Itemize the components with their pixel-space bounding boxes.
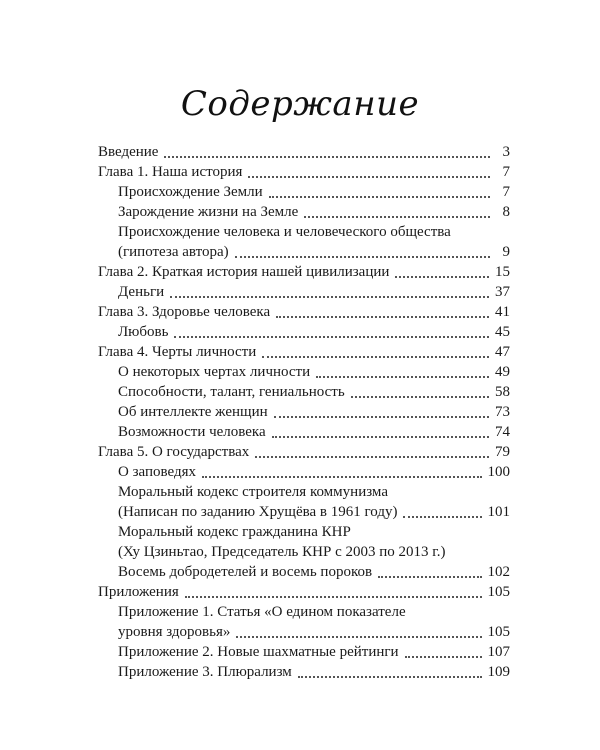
dot-leader bbox=[351, 396, 489, 398]
toc-entry-page: 107 bbox=[487, 644, 510, 660]
toc-entry bbox=[98, 322, 510, 342]
toc-entry-label: О заповедях bbox=[118, 464, 196, 480]
toc-entry-label: Деньги bbox=[118, 284, 165, 300]
toc-entry-label: Глава 3. Здоровье человека bbox=[98, 304, 271, 320]
toc-entry-page: 41 bbox=[495, 304, 510, 320]
toc-entry-page: 101 bbox=[487, 504, 510, 520]
toc-entry-page: 49 bbox=[495, 364, 510, 380]
toc-entry-label: Глава 4. Черты личности bbox=[98, 344, 257, 360]
dot-leader bbox=[276, 316, 489, 318]
toc-entry-page: 15 bbox=[495, 264, 510, 280]
toc-entry bbox=[98, 582, 510, 602]
toc-entry bbox=[98, 522, 510, 582]
toc-entry bbox=[98, 362, 510, 382]
dot-leader bbox=[235, 256, 490, 258]
page-title: Содержание bbox=[180, 84, 420, 124]
toc-entry-page: 102 bbox=[487, 564, 510, 580]
dot-leader bbox=[298, 676, 482, 678]
toc-entry-label: О некоторых чертах личности bbox=[118, 364, 311, 380]
toc-entry-page: 7 bbox=[502, 164, 510, 180]
dot-leader bbox=[378, 576, 481, 578]
dot-leader bbox=[248, 176, 490, 178]
toc-entry-page: 47 bbox=[495, 344, 510, 360]
toc-entry-line: Происхождение человека и человеческого общества bbox=[118, 224, 451, 240]
dot-leader bbox=[316, 376, 489, 378]
dot-leader bbox=[164, 156, 490, 158]
toc-entry-page: 9 bbox=[502, 244, 510, 260]
toc-entry bbox=[98, 282, 510, 302]
dot-leader bbox=[304, 216, 490, 218]
toc-entry-label: Приложение 2. Новые шахматные рейтинги bbox=[118, 644, 399, 660]
toc-entry-label: Возможности человека bbox=[118, 424, 266, 440]
toc-entry bbox=[98, 302, 510, 322]
toc-entry-label: Приложение 3. Плюрализм bbox=[118, 664, 292, 680]
toc-entry bbox=[98, 342, 510, 362]
toc-entry-page: 58 bbox=[495, 384, 510, 400]
toc-entry bbox=[98, 642, 510, 662]
toc-entry-page: 37 bbox=[495, 284, 510, 300]
toc-entry-label: Глава 5. О государствах bbox=[98, 444, 250, 460]
toc-entry-label: (Написан по заданию Хрущёва в 1961 году) bbox=[118, 504, 398, 520]
toc-entry bbox=[98, 482, 510, 522]
toc-entry-page: 105 bbox=[487, 624, 510, 640]
toc-entry-label: Глава 2. Краткая история нашей цивилизации bbox=[98, 264, 390, 280]
toc-entry-page: 3 bbox=[502, 144, 510, 160]
toc-entry-label: Глава 1. Наша история bbox=[98, 164, 243, 180]
toc-entry-page: 100 bbox=[487, 464, 510, 480]
toc-entry-label: Любовь bbox=[118, 324, 169, 340]
toc-entry-page: 105 bbox=[487, 584, 510, 600]
dot-leader bbox=[272, 436, 489, 438]
toc-entry-label: (гипотеза автора) bbox=[118, 244, 229, 260]
toc-entry-label: Зарождение жизни на Земле bbox=[118, 204, 299, 220]
dot-leader bbox=[405, 656, 482, 658]
toc-entry-label: Введение bbox=[98, 144, 159, 160]
dot-leader bbox=[202, 476, 482, 478]
toc-entry bbox=[98, 662, 510, 682]
dot-leader bbox=[269, 196, 490, 198]
toc-entry bbox=[98, 462, 510, 482]
toc-entry-page: 45 bbox=[495, 324, 510, 340]
dot-leader bbox=[274, 416, 489, 418]
dot-leader bbox=[170, 296, 489, 298]
toc-entry-label: уровня здоровья» bbox=[118, 624, 231, 640]
toc-entry-label: Об интеллекте женщин bbox=[118, 404, 268, 420]
dot-leader bbox=[185, 596, 482, 598]
toc-entry bbox=[98, 602, 510, 642]
toc-entry-page: 73 bbox=[495, 404, 510, 420]
dot-leader bbox=[395, 276, 489, 278]
toc-entry bbox=[98, 202, 510, 222]
toc-entry-label: Приложения bbox=[98, 584, 179, 600]
toc-entry-label: Происхождение Земли bbox=[118, 184, 263, 200]
toc-entry-label: Способности, талант, гениальность bbox=[118, 384, 345, 400]
toc-entry bbox=[98, 402, 510, 422]
toc-entry-page: 79 bbox=[495, 444, 510, 460]
toc-entry-line: Моральный кодекс гражданина КНР bbox=[118, 524, 351, 540]
toc-entry-page: 109 bbox=[487, 664, 510, 680]
toc-entry bbox=[98, 142, 510, 162]
toc-entry bbox=[98, 182, 510, 202]
dot-leader bbox=[403, 516, 481, 518]
toc-entry-label: Восемь добродетелей и восемь пороков bbox=[118, 564, 373, 580]
table-of-contents bbox=[98, 142, 510, 682]
toc-entry bbox=[98, 422, 510, 442]
toc-entry-page: 8 bbox=[502, 204, 510, 220]
dot-leader bbox=[174, 336, 489, 338]
toc-entry-line: Моральный кодекс строителя коммунизма bbox=[118, 484, 388, 500]
dot-leader bbox=[262, 356, 489, 358]
dot-leader bbox=[255, 456, 489, 458]
toc-entry bbox=[98, 382, 510, 402]
toc-entry-line: (Ху Цзиньтао, Председатель КНР с 2003 по 2013 г.) bbox=[118, 544, 446, 560]
toc-entry bbox=[98, 262, 510, 282]
toc-entry-page: 7 bbox=[502, 184, 510, 200]
toc-entry bbox=[98, 162, 510, 182]
toc-entry bbox=[98, 442, 510, 462]
toc-entry-line: Приложение 1. Статья «О едином показателе bbox=[118, 604, 406, 620]
toc-entry-page: 74 bbox=[495, 424, 510, 440]
dot-leader bbox=[236, 636, 481, 638]
toc-entry bbox=[98, 222, 510, 262]
